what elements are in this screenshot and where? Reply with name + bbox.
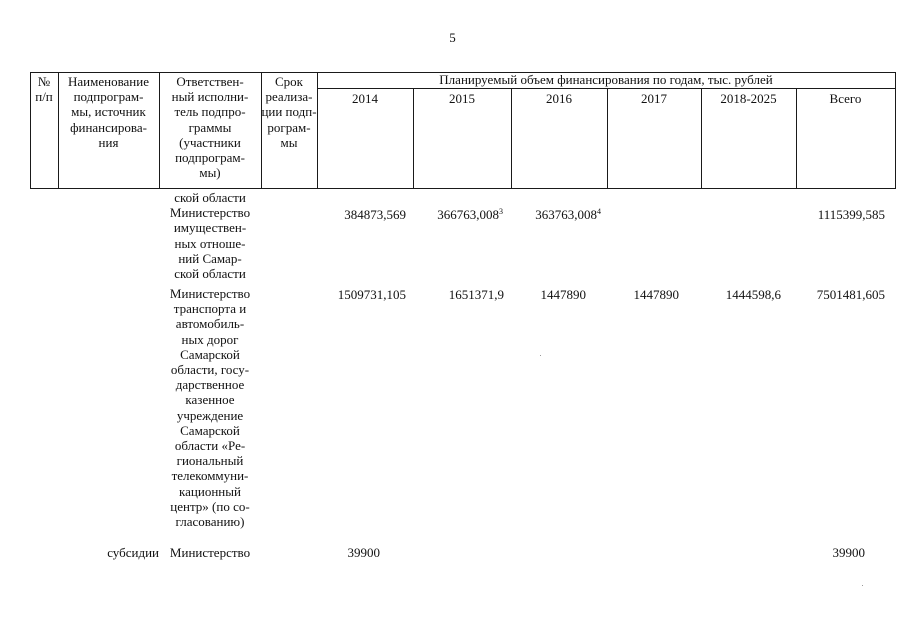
row-executor: Министерство <box>169 545 251 560</box>
scan-speck <box>862 585 863 586</box>
row-subprogram-name: субсидии <box>107 545 159 560</box>
header-year-2014: 2014 <box>352 91 378 106</box>
header-year-2016: 2016 <box>546 91 572 106</box>
value-2017: 1447890 <box>633 287 679 302</box>
header-term: Срок реализа- ции подп- рограм- мы <box>261 74 317 150</box>
footnote-mark: 4 <box>597 207 601 216</box>
value-2014: 1509731,105 <box>337 287 406 302</box>
table-right-border <box>895 72 896 189</box>
value-total: 7501481,605 <box>816 287 885 302</box>
header-year-2018-2025: 2018-2025 <box>720 91 777 106</box>
header-total: Всего <box>829 91 862 106</box>
header-year-2015: 2015 <box>449 91 475 106</box>
value-2015: 366763,008$^3$ <box>437 207 503 222</box>
value-2018-2025: 1444598,6 <box>725 287 781 302</box>
value-2016: 363763,008$^4$ <box>535 207 601 222</box>
value-total: 39900 <box>832 545 865 560</box>
value-2015: 1651371,9 <box>448 287 504 302</box>
header-year-2017: 2017 <box>641 91 667 106</box>
value-2014: 39900 <box>347 545 380 560</box>
header-funding: Планируемый объем финансирования по годам, тыс. рублей <box>439 72 773 87</box>
row-executor: Министерство транспорта и автомобиль- ных дорог Самарской области, госу- дарственное казенное учреждение Самарской области «Ре- гиональный телекоммуни- кационный центр» (по со- гласованию) <box>169 286 251 530</box>
value-2016: 1447890 <box>540 287 586 302</box>
header-executor: Ответствен- ный исполни- тель подпро- граммы (участники подпрограм- мы) <box>171 74 249 181</box>
scan-speck <box>540 355 541 356</box>
footnote-mark: 3 <box>499 207 503 216</box>
header-number: № п/п <box>35 74 53 105</box>
header-subprogram-name: Наименование подпрограм- мы, источник финансирова- ния <box>68 74 149 150</box>
row-executor: ской области Министерство имуществен- ных отноше- ний Самар- ской области <box>169 190 251 282</box>
value-total: 1115399,585 <box>817 207 885 222</box>
page-number: 5 <box>449 30 456 45</box>
value-2014: 384873,569 <box>344 207 406 222</box>
col-divider-funding <box>317 72 318 189</box>
